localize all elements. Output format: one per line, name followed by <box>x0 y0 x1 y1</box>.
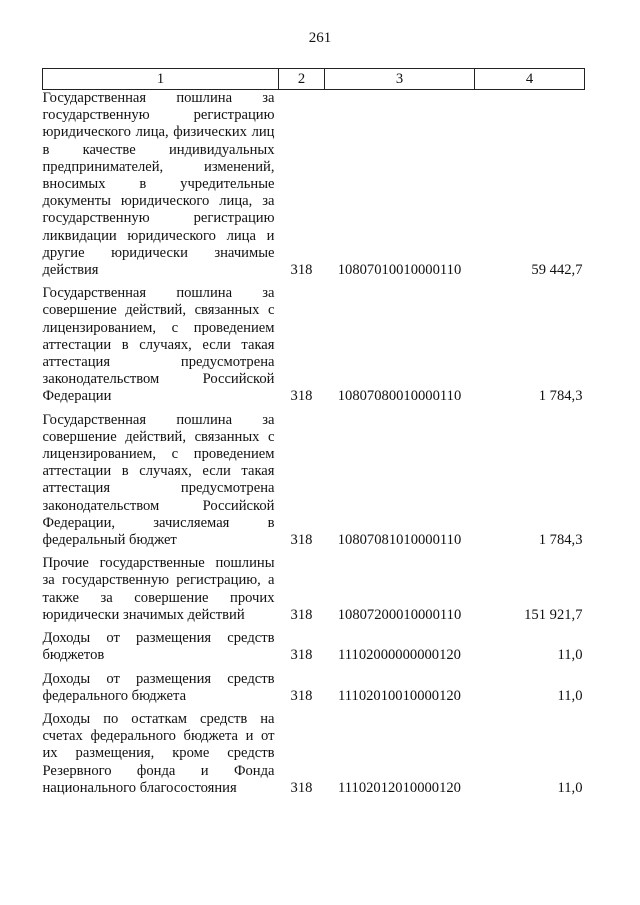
table-row <box>43 549 585 624</box>
row-name: Прочие государственные пошлины за государственную регистрацию, а также за совершение прочих юридически значимых действий <box>42 555 275 623</box>
row-kbk-code: 11102010010000120 <box>338 687 461 704</box>
row-amount: 11,0 <box>557 779 583 796</box>
row-admin-code: 318 <box>290 532 313 549</box>
row-admin-code: 318 <box>290 388 313 405</box>
table-row <box>43 624 585 664</box>
row-kbk-code: 10807010010000110 <box>337 262 462 279</box>
row-name: Доходы от размещения средств бюджетов <box>42 630 275 664</box>
row-name: Доходы по остаткам средств на счетах федерального бюджета и от их размещения, кроме средств Резервного фонда и Фонда национального благосостояния <box>42 710 275 796</box>
row-amount: 1 784,3 <box>538 388 583 405</box>
row-kbk-code: 11102012010000120 <box>338 779 461 796</box>
row-amount: 59 442,7 <box>531 262 583 279</box>
revenue-table <box>42 68 585 797</box>
row-admin-code: 318 <box>290 687 313 704</box>
table-body <box>43 90 585 797</box>
row-kbk-code: 10807080010000110 <box>337 388 462 405</box>
row-name: Государственная пошлина за совершение действий, связанных с лицензированием, с проведением аттестации в случаях, если такая аттестация предусмотрена законодательством Российской Федерации, зачисляемая в федеральный бюджет <box>42 411 275 549</box>
row-amount: 151 921,7 <box>524 606 583 623</box>
table-header <box>43 69 585 90</box>
header-col-2: 2 <box>279 69 325 90</box>
header-col-4: 4 <box>475 69 585 90</box>
row-name: Государственная пошлина за совершение действий, связанных с лицензированием, с проведением аттестации в случаях, если такая аттестация предусмотрена законодательством Российской Федерации <box>42 285 275 405</box>
row-name: Государственная пошлина за государственную регистрацию юридического лица, физических лиц в качестве индивидуальных предпринимателей, изменений, вносимых в учредительные документы юридического лица, за государственную регистрацию ликвидации юридического лица и другие юридически значимые действия <box>42 90 275 279</box>
row-admin-code: 318 <box>290 647 313 664</box>
header-row <box>43 69 585 90</box>
table-row <box>43 90 585 280</box>
row-kbk-code: 10807081010000110 <box>337 532 462 549</box>
row-amount: 11,0 <box>557 687 583 704</box>
table-row <box>43 279 585 405</box>
row-admin-code: 318 <box>290 779 313 796</box>
table-row <box>43 665 585 705</box>
row-amount: 11,0 <box>557 647 583 664</box>
row-kbk-code: 10807200010000110 <box>337 606 462 623</box>
row-amount: 1 784,3 <box>538 532 583 549</box>
table-row <box>43 705 585 797</box>
row-kbk-code: 11102000000000120 <box>338 647 461 664</box>
row-admin-code: 318 <box>290 606 313 623</box>
row-admin-code: 318 <box>290 262 313 279</box>
page-number: 261 <box>308 30 332 46</box>
header-col-3: 3 <box>325 69 475 90</box>
header-col-1: 1 <box>43 69 279 90</box>
row-name: Доходы от размещения средств федерального бюджета <box>42 670 275 704</box>
table-row <box>43 406 585 550</box>
